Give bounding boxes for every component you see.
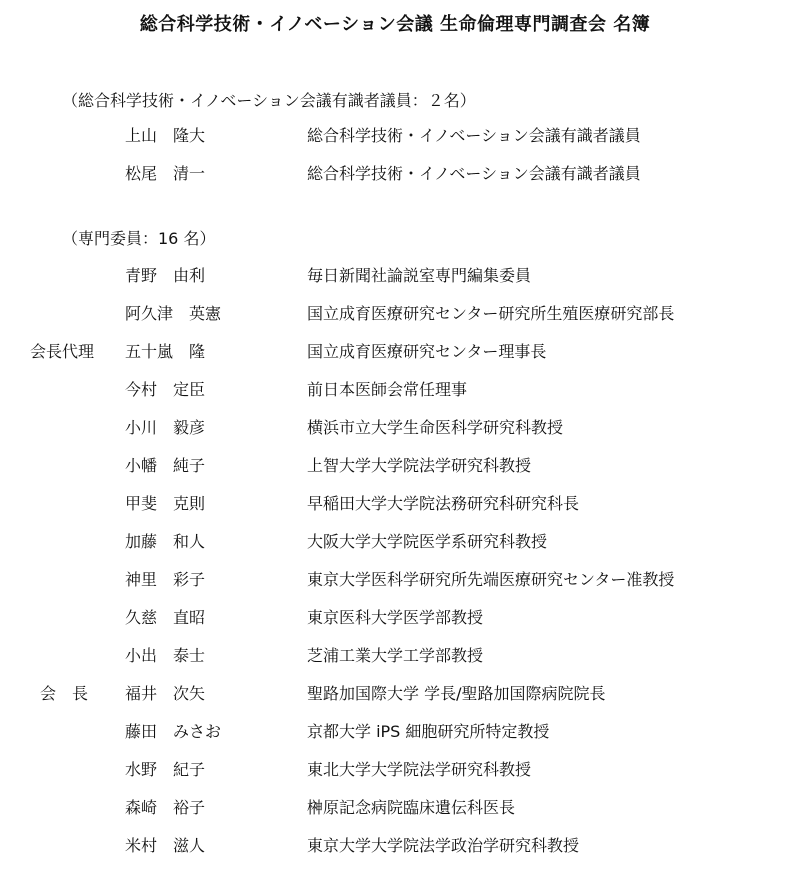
member-given-name: 泰士 [173, 646, 206, 665]
member-family-name: 小幡 [125, 456, 158, 475]
member-name [125, 301, 295, 324]
member-row [0, 681, 790, 705]
member-given-name: 和人 [173, 532, 206, 551]
member-given-name: 滋人 [173, 836, 206, 855]
member-row [0, 643, 790, 667]
member-row [0, 719, 790, 743]
member-family-name: 福井 [125, 684, 158, 703]
member-row [0, 377, 790, 401]
member-name [125, 643, 295, 666]
member-name [125, 161, 295, 184]
member-family-name: 久慈 [125, 608, 158, 627]
member-family-name: 神里 [125, 570, 158, 589]
member-name [125, 377, 295, 400]
member-name [125, 339, 295, 362]
member-role: 会長 [40, 684, 105, 703]
member-family-name: 上山 [125, 126, 158, 145]
member-given-name: みさお [173, 722, 222, 741]
member-given-name: 由利 [173, 266, 206, 285]
member-row [0, 757, 790, 781]
member-affiliation: 東京大学大学院法学政治学研究科教授 [307, 836, 580, 855]
member-given-name: 毅彦 [173, 418, 206, 437]
member-row [0, 529, 790, 553]
member-family-name: 今村 [125, 380, 158, 399]
member-row [0, 123, 790, 147]
member-affiliation: 総合科学技術・イノベーション会議有識者議員 [307, 164, 641, 183]
member-row [0, 339, 790, 363]
member-family-name: 甲斐 [125, 494, 158, 513]
member-affiliation: 国立成育医療研究センター研究所生殖医療研究部長 [307, 304, 675, 323]
member-name [125, 833, 295, 856]
member-affiliation: 聖路加国際大学 学長/聖路加国際病院院長 [307, 684, 606, 703]
member-affiliation: 東北大学大学院法学研究科教授 [307, 760, 532, 779]
member-given-name: 隆 [189, 342, 206, 361]
member-row [0, 263, 790, 287]
member-row [0, 567, 790, 591]
member-family-name: 青野 [125, 266, 158, 285]
member-affiliation: 早稲田大学大学院法務研究科研究科長 [307, 494, 580, 513]
member-role: 会長代理 [30, 342, 95, 361]
member-affiliation: 上智大学大学院法学研究科教授 [307, 456, 532, 475]
member-row [0, 161, 790, 185]
member-row [0, 605, 790, 629]
member-row [0, 301, 790, 325]
member-family-name: 米村 [125, 836, 158, 855]
member-name [125, 757, 295, 780]
member-name [125, 605, 295, 628]
member-given-name: 清一 [173, 164, 206, 183]
member-row [0, 491, 790, 515]
member-name [125, 453, 295, 476]
member-name [125, 415, 295, 438]
member-affiliation: 毎日新聞社論説室専門編集委員 [307, 266, 532, 285]
member-name [125, 123, 295, 146]
member-family-name: 五十嵐 [125, 342, 174, 361]
member-affiliation: 京都大学 iPS 細胞研究所特定教授 [307, 722, 550, 741]
member-name [125, 263, 295, 286]
member-family-name: 加藤 [125, 532, 158, 551]
page-title: 総合科学技術・イノベーション会議 生命倫理専門調査会 名簿 [139, 14, 651, 35]
member-affiliation: 横浜市立大学生命医科学研究科教授 [307, 418, 564, 437]
member-given-name: 定臣 [173, 380, 206, 399]
member-given-name: 直昭 [173, 608, 206, 627]
member-row [0, 833, 790, 857]
member-name [125, 681, 295, 704]
section-heading-experts: （専門委員：16 名） [62, 229, 216, 248]
member-affiliation: 榊原記念病院臨床遺伝科医長 [307, 798, 516, 817]
member-name [125, 529, 295, 552]
section-heading-councillors: （総合科学技術・イノベーション会議有識者議員：２名） [62, 91, 476, 110]
member-row [0, 453, 790, 477]
member-family-name: 松尾 [125, 164, 158, 183]
member-family-name: 水野 [125, 760, 158, 779]
member-name [125, 491, 295, 514]
member-affiliation: 前日本医師会常任理事 [307, 380, 468, 399]
member-affiliation: 大阪大学大学院医学系研究科教授 [307, 532, 548, 551]
member-affiliation: 東京大学医科学研究所先端医療研究センター准教授 [307, 570, 675, 589]
member-affiliation: 芝浦工業大学工学部教授 [307, 646, 484, 665]
member-affiliation: 総合科学技術・イノベーション会議有識者議員 [307, 126, 641, 145]
member-row [0, 415, 790, 439]
member-name [125, 567, 295, 590]
member-given-name: 純子 [173, 456, 206, 475]
member-given-name: 克則 [173, 494, 206, 513]
member-name [125, 719, 295, 742]
member-given-name: 紀子 [173, 760, 206, 779]
member-given-name: 英憲 [189, 304, 222, 323]
member-family-name: 藤田 [125, 722, 158, 741]
member-given-name: 裕子 [173, 798, 206, 817]
member-affiliation: 国立成育医療研究センター理事長 [307, 342, 547, 361]
member-family-name: 阿久津 [125, 304, 174, 323]
member-family-name: 小出 [125, 646, 158, 665]
member-given-name: 次矢 [173, 684, 206, 703]
member-given-name: 隆大 [173, 126, 206, 145]
member-row [0, 795, 790, 819]
member-given-name: 彩子 [173, 570, 206, 589]
member-family-name: 森崎 [125, 798, 158, 817]
member-family-name: 小川 [125, 418, 158, 437]
member-name [125, 795, 295, 818]
member-affiliation: 東京医科大学医学部教授 [307, 608, 484, 627]
